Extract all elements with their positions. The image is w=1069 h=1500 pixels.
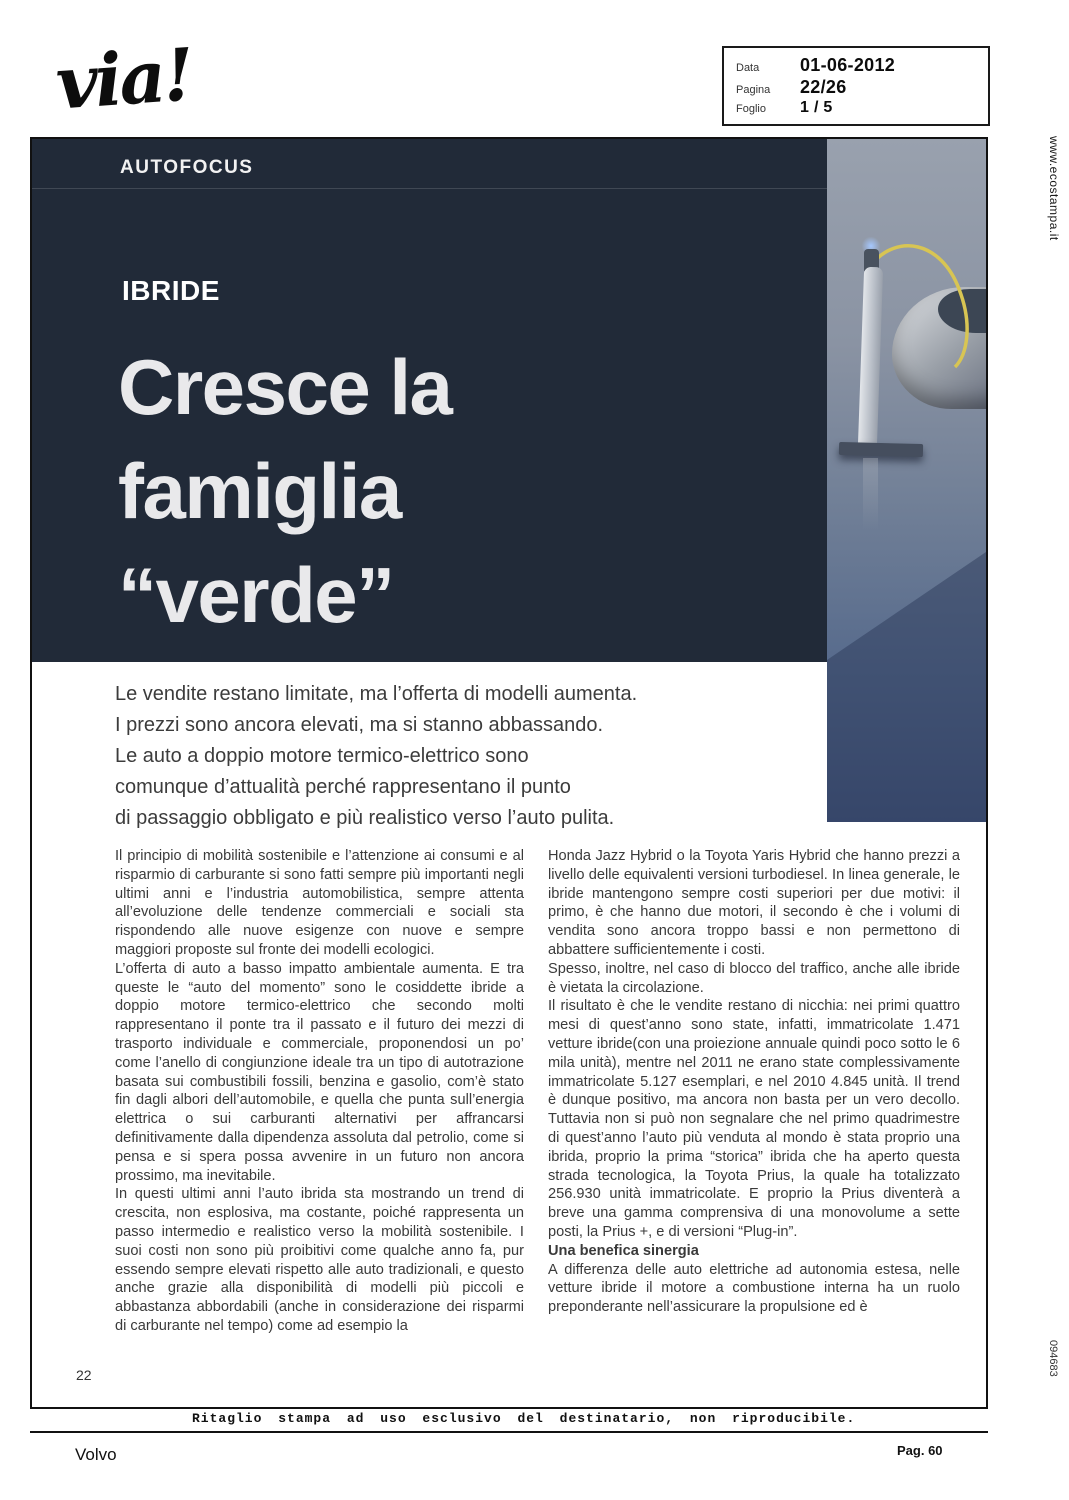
headline: [118, 335, 451, 647]
standfirst: [115, 679, 835, 834]
client-name: Volvo: [75, 1445, 117, 1464]
standfirst-line-3: Le auto a doppio motore termico-elettrico sono: [115, 745, 529, 767]
meta-row-sheet: [736, 99, 976, 117]
body-paragraph: Spesso, inoltre, nel caso di blocco del traffico, anche alle ibride è vietata la circolazione.: [548, 960, 960, 996]
standfirst-line-1: Le vendite restano limitate, ma l’offerta di modelli aumenta.: [115, 683, 638, 705]
article-hero-block: [32, 139, 827, 662]
charging-plug-base: [839, 442, 923, 457]
via-magazine-logo: via!: [53, 31, 195, 126]
meta-row-date: [736, 55, 976, 76]
body-column-left: [115, 847, 524, 1336]
section-label: IBRIDE: [122, 275, 220, 306]
body-column-right: [548, 847, 960, 1317]
headline-line-2: famiglia: [118, 447, 401, 535]
footer-divider: [30, 1431, 988, 1433]
dossier-page-ref: Pag. 60: [897, 1443, 943, 1458]
ecostampa-watermark: www.ecostampa.it: [1047, 136, 1061, 241]
reproduction-notice: Ritaglio stampa ad uso esclusivo del destinatario, non riproducibile.: [192, 1411, 856, 1426]
standfirst-line-2: I prezzi sono ancora elevati, ma si stanno abbassando.: [115, 714, 604, 736]
plug-reflection: [863, 458, 878, 530]
body-paragraph: Il risultato è che le vendite restano di nicchia: nei primi quattro mesi di quest’anno sono state, infatti, immatricolate 1.471 vetture ibride(con una proiezione annuale quindi poco sotto le 6 mila unità), mentre nel 2011 ne erano state complessivamente immatricolate 5.127 esemplari, e nel 2010 4.845 unità. Il trend è dunque positivo, ma ancora non basta per un vero decollo. Tuttavia non si può non segnalare che nel primo quadrimestre di quest’anno l’auto più venduta al mondo è stata proprio una ibrida, proprio la prima “storica” ibrida che ha aperto questa strada tecnologica, la Toyota Prius, la quale ha totalizzato 256.930 unità immatricolate. E proprio la Prius diventerà a breve una gamma comprensiva di una monovolume a sette posti, la Prius +, e di versioni “Plug-in”.: [548, 998, 960, 1240]
charging-cable-icon: [827, 139, 986, 822]
magazine-page-number: 22: [76, 1367, 92, 1383]
clipping-meta-box: [722, 46, 990, 126]
meta-sheet-label: Foglio: [736, 103, 766, 115]
meta-sheet-value: 1 / 5: [800, 99, 833, 116]
kicker: AUTOFOCUS: [120, 157, 254, 178]
body-paragraph: L’offerta di auto a basso impatto ambientale aumenta. E tra queste le “auto del momento” sono le cosiddette ibride a doppio motore termico-elettrico che secondo molti rappresentano il ponte tra il passato e il futuro dei mezzi di trasporto individuale e commerciale, proponendosi un po’ come l’anello di congiunzione ideale tra un tipo di autotrazione basata sui combustibili fossili, benzina e gasolio, com’è stato fin dagli albori dell’automobile, e quella che punta sull’energia elettrica o sui carburanti alternativi per affrancarsi definitivamente dalla dipendenza assoluta dal petrolio, come si pensa e si spera possa avvenire in un futuro non ancora prossimo, ma inevitabile.: [115, 960, 524, 1184]
headline-line-3: “verde”: [118, 551, 394, 639]
hero-photo: [827, 139, 986, 822]
meta-page-label: Pagina: [736, 84, 771, 96]
meta-date-label: Data: [736, 62, 760, 74]
article-scan-frame: [30, 137, 988, 1409]
body-paragraph: Il principio di mobilità sostenibile e l’attenzione ai consumi e al risparmio di carburante si sono fatti sempre più importanti negli ultimi anni e l’industria automobilistica, sempre attenta all’evoluzione delle tendenze commerciali e sociali sta rispondendo alle nuove esigenze con nuove e sempre maggiori proposte sul fronte dei modelli ecologici.: [115, 848, 524, 958]
body-paragraph: A differenza delle auto elettriche ad autonomia estesa, nelle vetture ibride il motore a combustione interna ha un ruolo preponderante nell’assicurare la propulsione ed è: [548, 1261, 960, 1316]
clip-code: 094683: [1047, 1340, 1059, 1377]
meta-row-page: [736, 77, 976, 98]
standfirst-line-5: di passaggio obbligato e più realistico verso l’auto pulita.: [115, 807, 615, 829]
body-subhead: Una benefica sinergia: [548, 1242, 699, 1259]
body-paragraph: In questi ultimi anni l’auto ibrida sta mostrando un trend di crescita, non esplosiva, ma costante, poiché rappresenta un passo intermedio e realistico verso la mobilità sostenibile. I suoi costi non sono più proibitivi come qualche anno fa, pur essendo sempre elevati rispetto alle auto tradizionali, e questo anche grazie alla disponibilità di modelli più piccoli e abbastanza abbordabili (anche in considerazione dei risparmi di carburante nel tempo) come ad esempio la: [115, 1186, 524, 1334]
headline-line-1: Cresce la: [118, 343, 452, 431]
meta-date-value: 01-06-2012: [800, 55, 896, 75]
meta-page-value: 22/26: [800, 77, 847, 97]
body-paragraph: Honda Jazz Hybrid o la Toyota Yaris Hybrid che hanno prezzi a livello delle equivalenti versioni turbodiesel. In linea generale, le ibride mantengono sempre costi superiori per due motivi: il primo, è che hanno due motori, il secondo è che i volumi di vendita sono ancora troppo bassi e non permettono di abbattere sufficientemente i costi.: [548, 848, 960, 958]
standfirst-line-4: comunque d’attualità perché rappresentano il punto: [115, 776, 571, 798]
